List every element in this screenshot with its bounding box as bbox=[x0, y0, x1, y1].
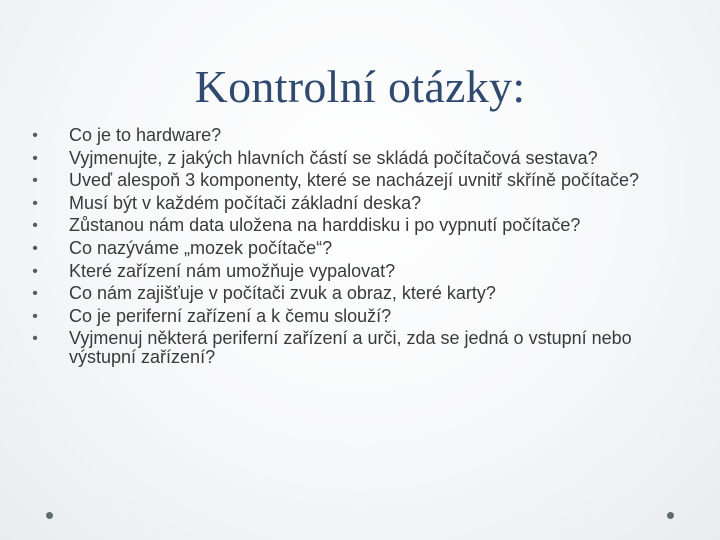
list-item bbox=[29, 216, 689, 235]
question-text: Co nazýváme „mozek počítače“? bbox=[69, 237, 333, 258]
corner-dot-icon bbox=[667, 512, 674, 519]
list-item bbox=[29, 329, 689, 367]
list-item bbox=[29, 126, 689, 145]
question-text: Zůstanou nám data uložena na harddisku i po vypnutí počítače? bbox=[69, 215, 581, 236]
question-list bbox=[29, 126, 689, 371]
question-text: Vyjmenujte, z jakých hlavních částí se skládá počítačová sestava? bbox=[69, 147, 598, 168]
list-item bbox=[29, 171, 689, 190]
question-text: Musí být v každém počítači základní deska? bbox=[69, 192, 422, 213]
bullet-icon: • bbox=[32, 172, 38, 190]
bullet-icon: • bbox=[32, 330, 38, 348]
question-text: Co je periferní zařízení a k čemu slouží? bbox=[69, 305, 392, 326]
list-item bbox=[29, 149, 689, 168]
bullet-icon: • bbox=[32, 194, 38, 212]
bullet-icon: • bbox=[32, 307, 38, 325]
list-item bbox=[29, 284, 689, 303]
bullet-icon: • bbox=[32, 149, 38, 167]
list-item bbox=[29, 262, 689, 281]
list-item bbox=[29, 307, 689, 326]
question-text: Vyjmenuj některá periferní zařízení a urči, zda se jedná o vstupní nebo výstupní zařízení? bbox=[69, 328, 632, 368]
question-text: Co nám zajišťuje v počítači zvuk a obraz, které karty? bbox=[69, 283, 496, 304]
bullet-icon: • bbox=[32, 285, 38, 303]
bullet-icon: • bbox=[32, 262, 38, 280]
slide-title: Kontrolní otázky: bbox=[194, 61, 526, 112]
question-text: Co je to hardware? bbox=[69, 125, 222, 145]
bullet-icon: • bbox=[32, 217, 38, 235]
question-text: Které zařízení nám umožňuje vypalovat? bbox=[69, 260, 396, 281]
list-item bbox=[29, 239, 689, 258]
bullet-icon: • bbox=[32, 239, 38, 257]
bullet-icon: • bbox=[32, 127, 38, 144]
list-item bbox=[29, 194, 689, 213]
corner-dot-icon bbox=[46, 512, 53, 519]
question-text: Uveď alespoň 3 komponenty, které se nacházejí uvnitř skříně počítače? bbox=[69, 170, 640, 191]
